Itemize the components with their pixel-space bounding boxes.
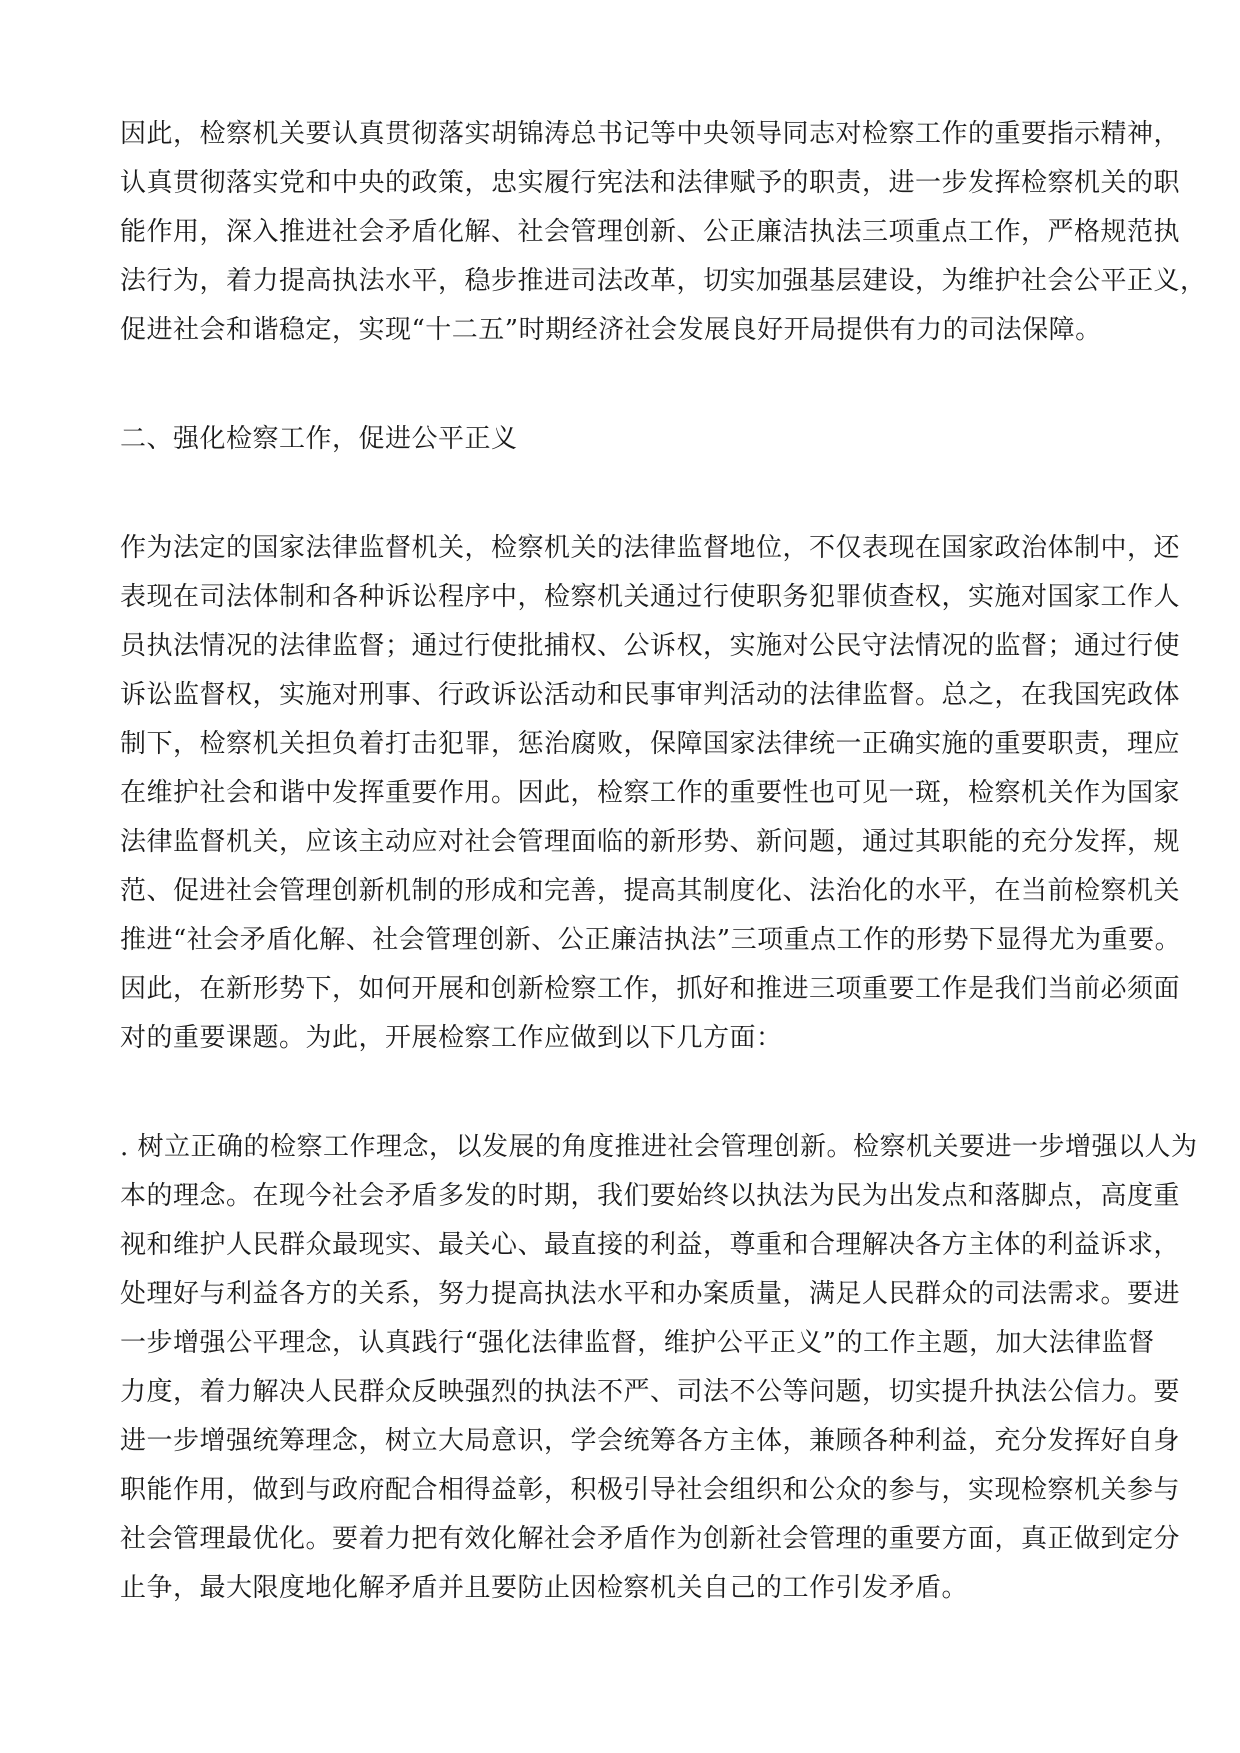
section-heading-block (120, 415, 1120, 464)
text-line: . 树立正确的检察工作理念，以发展的角度推进社会管理创新。检察机关要进一步增强以人为 (120, 1132, 1198, 1162)
text-line: 处理好与利益各方的关系，努力提高执法水平和办案质量，满足人民群众的司法需求。要进 (120, 1279, 1181, 1309)
text-line: 力度，着力解决人民群众反映强烈的执法不严、司法不公等问题，切实提升执法公信力。要 (120, 1377, 1181, 1407)
text-line: 视和维护人民群众最现实、最关心、最直接的利益，尊重和合理解决各方主体的利益诉求， (120, 1230, 1181, 1260)
text-line: 推进“社会矛盾化解、社会管理创新、公正廉洁执法”三项重点工作的形势下显得尤为重要。 (120, 925, 1182, 955)
text-line: 法律监督机关，应该主动应对社会管理面临的新形势、新问题，通过其职能的充分发挥，规 (120, 827, 1181, 857)
document-page (120, 110, 1207, 1613)
text-line: 表现在司法体制和各种诉讼程序中，检察机关通过行使职务犯罪侦查权，实施对国家工作人 (120, 582, 1181, 612)
text-line: 对的重要课题。为此，开展检察工作应做到以下几方面： (120, 1023, 783, 1053)
text-line: 职能作用，做到与政府配合相得益彰，积极引导社会组织和公众的参与，实现检察机关参与 (120, 1475, 1181, 1505)
paragraph-2 (120, 524, 1182, 1063)
text-line: 作为法定的国家法律监督机关，检察机关的法律监督地位，不仅表现在国家政治体制中，还 (120, 533, 1181, 563)
text-line: 法行为，着力提高执法水平，稳步推进司法改革，切实加强基层建设，为维护社会公平正义， (120, 266, 1207, 296)
text-line: 本的理念。在现今社会矛盾多发的时期，我们要始终以执法为民为出发点和落脚点，高度重 (120, 1181, 1181, 1211)
text-line: 诉讼监督权，实施对刑事、行政诉讼活动和民事审判活动的法律监督。总之，在我国宪政体 (120, 680, 1181, 710)
paragraph-1 (120, 110, 1207, 355)
text-line: 因此，检察机关要认真贯彻落实胡锦涛总书记等中央领导同志对检察工作的重要指示精神， (120, 119, 1181, 149)
text-line: 止争，最大限度地化解矛盾并且要防止因检察机关自己的工作引发矛盾。 (120, 1573, 969, 1603)
text-line: 能作用，深入推进社会矛盾化解、社会管理创新、公正廉洁执法三项重点工作，严格规范执 (120, 217, 1181, 247)
text-line: 因此，在新形势下，如何开展和创新检察工作，抓好和推进三项重要工作是我们当前必须面 (120, 974, 1181, 1004)
text-line: 一步增强公平理念，认真践行“强化法律监督，维护公平正义”的工作主题，加大法律监督 (120, 1328, 1155, 1358)
text-line: 进一步增强统筹理念，树立大局意识，学会统筹各方主体，兼顾各种利益，充分发挥好自身 (120, 1426, 1181, 1456)
text-line: 员执法情况的法律监督；通过行使批捕权、公诉权，实施对公民守法情况的监督；通过行使 (120, 631, 1181, 661)
text-line: 范、促进社会管理创新机制的形成和完善，提高其制度化、法治化的水平，在当前检察机关 (120, 876, 1181, 906)
text-line: 认真贯彻落实党和中央的政策，忠实履行宪法和法律赋予的职责，进一步发挥检察机关的职 (120, 168, 1181, 198)
text-line: 在维护社会和谐中发挥重要作用。因此，检察工作的重要性也可见一斑，检察机关作为国家 (120, 778, 1181, 808)
text-line: 促进社会和谐稳定，实现“十二五”时期经济社会发展良好开局提供有力的司法保障。 (120, 315, 1102, 345)
paragraph-3 (120, 1123, 1198, 1613)
text-line: 制下，检察机关担负着打击犯罪，惩治腐败，保障国家法律统一正确实施的重要职责，理应 (120, 729, 1181, 759)
text-line: 社会管理最优化。要着力把有效化解社会矛盾作为创新社会管理的重要方面，真正做到定分 (120, 1524, 1181, 1554)
section-heading: 二、强化检察工作，促进公平正义 (120, 424, 518, 454)
